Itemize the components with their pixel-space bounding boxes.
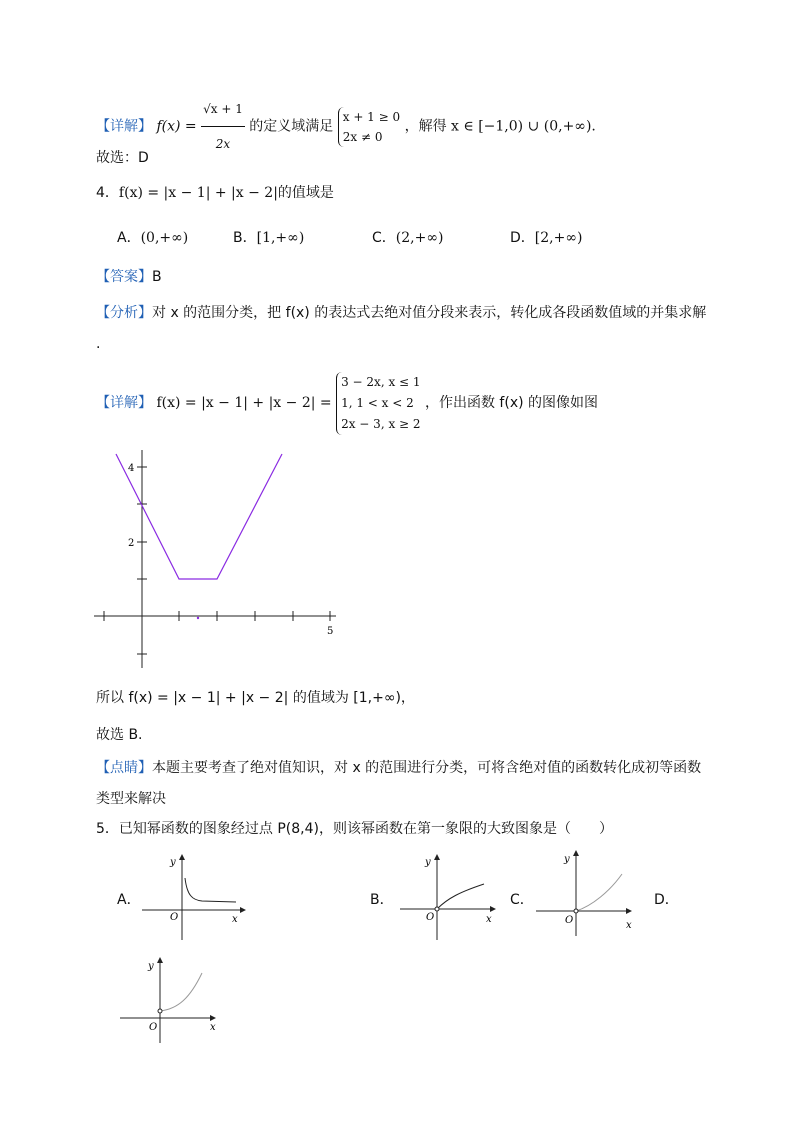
q4-analysis: [96, 302, 706, 322]
func-label: f(x) =: [156, 118, 197, 135]
y-tick-label-2: 2: [128, 538, 135, 549]
option-value: [2,+∞): [534, 230, 583, 246]
q4-option-b: [233, 227, 304, 247]
q4-stem-suffix: 的值域是: [277, 185, 334, 201]
x-arrow-icon: [210, 1015, 216, 1021]
y-arrow-icon: [157, 957, 163, 963]
x-arrow-icon: [626, 908, 632, 914]
piece-1: 3 − 2x, x ≤ 1: [341, 374, 421, 389]
comment-tag: 【点睛】: [96, 760, 152, 776]
q4-stem: [96, 182, 334, 202]
q4-conclusion: 所以 f(x) = |x − 1| + |x − 2| 的值域为 [1,+∞)，: [96, 690, 415, 706]
domain-result: x ∈ [−1,0) ∪ (0,+∞).: [451, 118, 596, 135]
origin-label: O: [565, 915, 574, 926]
q5-option-c-label: C．: [510, 892, 534, 908]
curve: [160, 973, 202, 1011]
analysis-tag: 【分析】: [96, 305, 152, 321]
q5-option-d-label: D．: [654, 892, 679, 908]
q4-option-c: [372, 227, 443, 247]
y-label: y: [170, 857, 176, 868]
comment-text: 本题主要考查了绝对值知识，对 x 的范围进行分类，可将含绝对值的函数转化成初等函数: [152, 760, 702, 776]
q3-choice: 故选：D: [96, 150, 149, 166]
option-value: [1,+∞): [256, 230, 305, 246]
condition-system: [338, 107, 400, 147]
q4-choose: 故选 B.: [96, 727, 143, 743]
q4-number: 4．: [96, 185, 119, 201]
option-label: B．: [233, 230, 257, 246]
y-arrow-icon: [573, 850, 579, 856]
detail-function: f(x) = |x − 1| + |x − 2| =: [156, 395, 332, 411]
curve: [185, 878, 236, 902]
q5-stem: 5．已知幂函数的图象经过点 P(8,4)，则该幂函数在第一象限的大致图象是（ ）: [96, 821, 613, 837]
x-label: x: [232, 914, 238, 925]
curve: [576, 874, 622, 911]
analysis-text: 对 x 的范围分类，把 f(x) 的表达式去绝对值分段来表示，转化成各段函数值域的并集求解: [152, 305, 707, 321]
option-value: (0,+∞): [140, 230, 189, 246]
detail-tag: 【详解】: [96, 118, 152, 135]
x-label: x: [626, 920, 632, 931]
solve-text: ，解得: [404, 118, 447, 135]
fraction-denominator: 2x: [215, 137, 231, 151]
origin-label: O: [426, 912, 435, 923]
detail-suffix: ，作出函数 f(x) 的图像如图: [424, 395, 599, 411]
marker-dot: [197, 617, 199, 619]
q5-graph-b: [398, 850, 508, 942]
x-arrow-icon: [490, 906, 496, 912]
q3-detail-line: [96, 92, 596, 151]
domain-text: 的定义域满足: [249, 118, 334, 135]
y-tick-label-4: 4: [128, 463, 135, 474]
q4-detail: [96, 370, 598, 436]
q4-option-a: [117, 227, 188, 247]
function-graph: [92, 448, 342, 673]
detail-tag: 【详解】: [96, 395, 152, 411]
comment-text-2: 类型来解决: [96, 791, 166, 807]
origin-label: O: [149, 1022, 158, 1033]
q4-function: f(x) = |x − 1| + |x − 2|: [118, 185, 278, 201]
q5-graph-c: [534, 846, 644, 938]
y-arrow-icon: [179, 854, 185, 860]
q4-answer: [96, 266, 162, 286]
piece-3: 2x − 3, x ≥ 2: [341, 416, 421, 431]
option-label: A．: [117, 230, 141, 246]
origin-point: [435, 907, 439, 911]
piece-2: 1, 1 < x < 2: [341, 395, 414, 410]
q5-graph-a: [140, 850, 250, 942]
x-arrow-icon: [240, 907, 246, 913]
option-value: (2,+∞): [395, 230, 444, 246]
option-label: C．: [372, 230, 396, 246]
q4-comment: [96, 757, 701, 777]
y-label: y: [425, 857, 431, 868]
fraction-numerator: √x + 1: [201, 92, 245, 127]
origin-label: O: [170, 912, 179, 923]
q5-graph-d: [118, 953, 228, 1045]
y-arrow-icon: [434, 854, 440, 860]
intercept-point: [158, 1009, 162, 1013]
answer-tag: 【答案】: [96, 269, 152, 285]
x-tick-label-5: 5: [327, 626, 334, 637]
origin-point: [574, 909, 578, 913]
function-line: [116, 454, 282, 579]
x-label: x: [210, 1022, 216, 1033]
option-label: D．: [510, 230, 535, 246]
condition-2: 2x ≠ 0: [342, 129, 383, 144]
analysis-tail: .: [96, 336, 101, 352]
condition-1: x + 1 ≥ 0: [342, 109, 401, 124]
q5-option-a-label: A．: [117, 892, 141, 908]
fraction: [201, 92, 245, 161]
q4-option-d: [510, 227, 582, 247]
x-label: x: [486, 914, 492, 925]
q5-option-b-label: B．: [370, 892, 394, 908]
piecewise-system: [336, 372, 420, 435]
answer-value: B: [152, 269, 162, 285]
y-label: y: [148, 961, 154, 972]
curve: [437, 884, 484, 909]
y-label: y: [564, 854, 570, 865]
